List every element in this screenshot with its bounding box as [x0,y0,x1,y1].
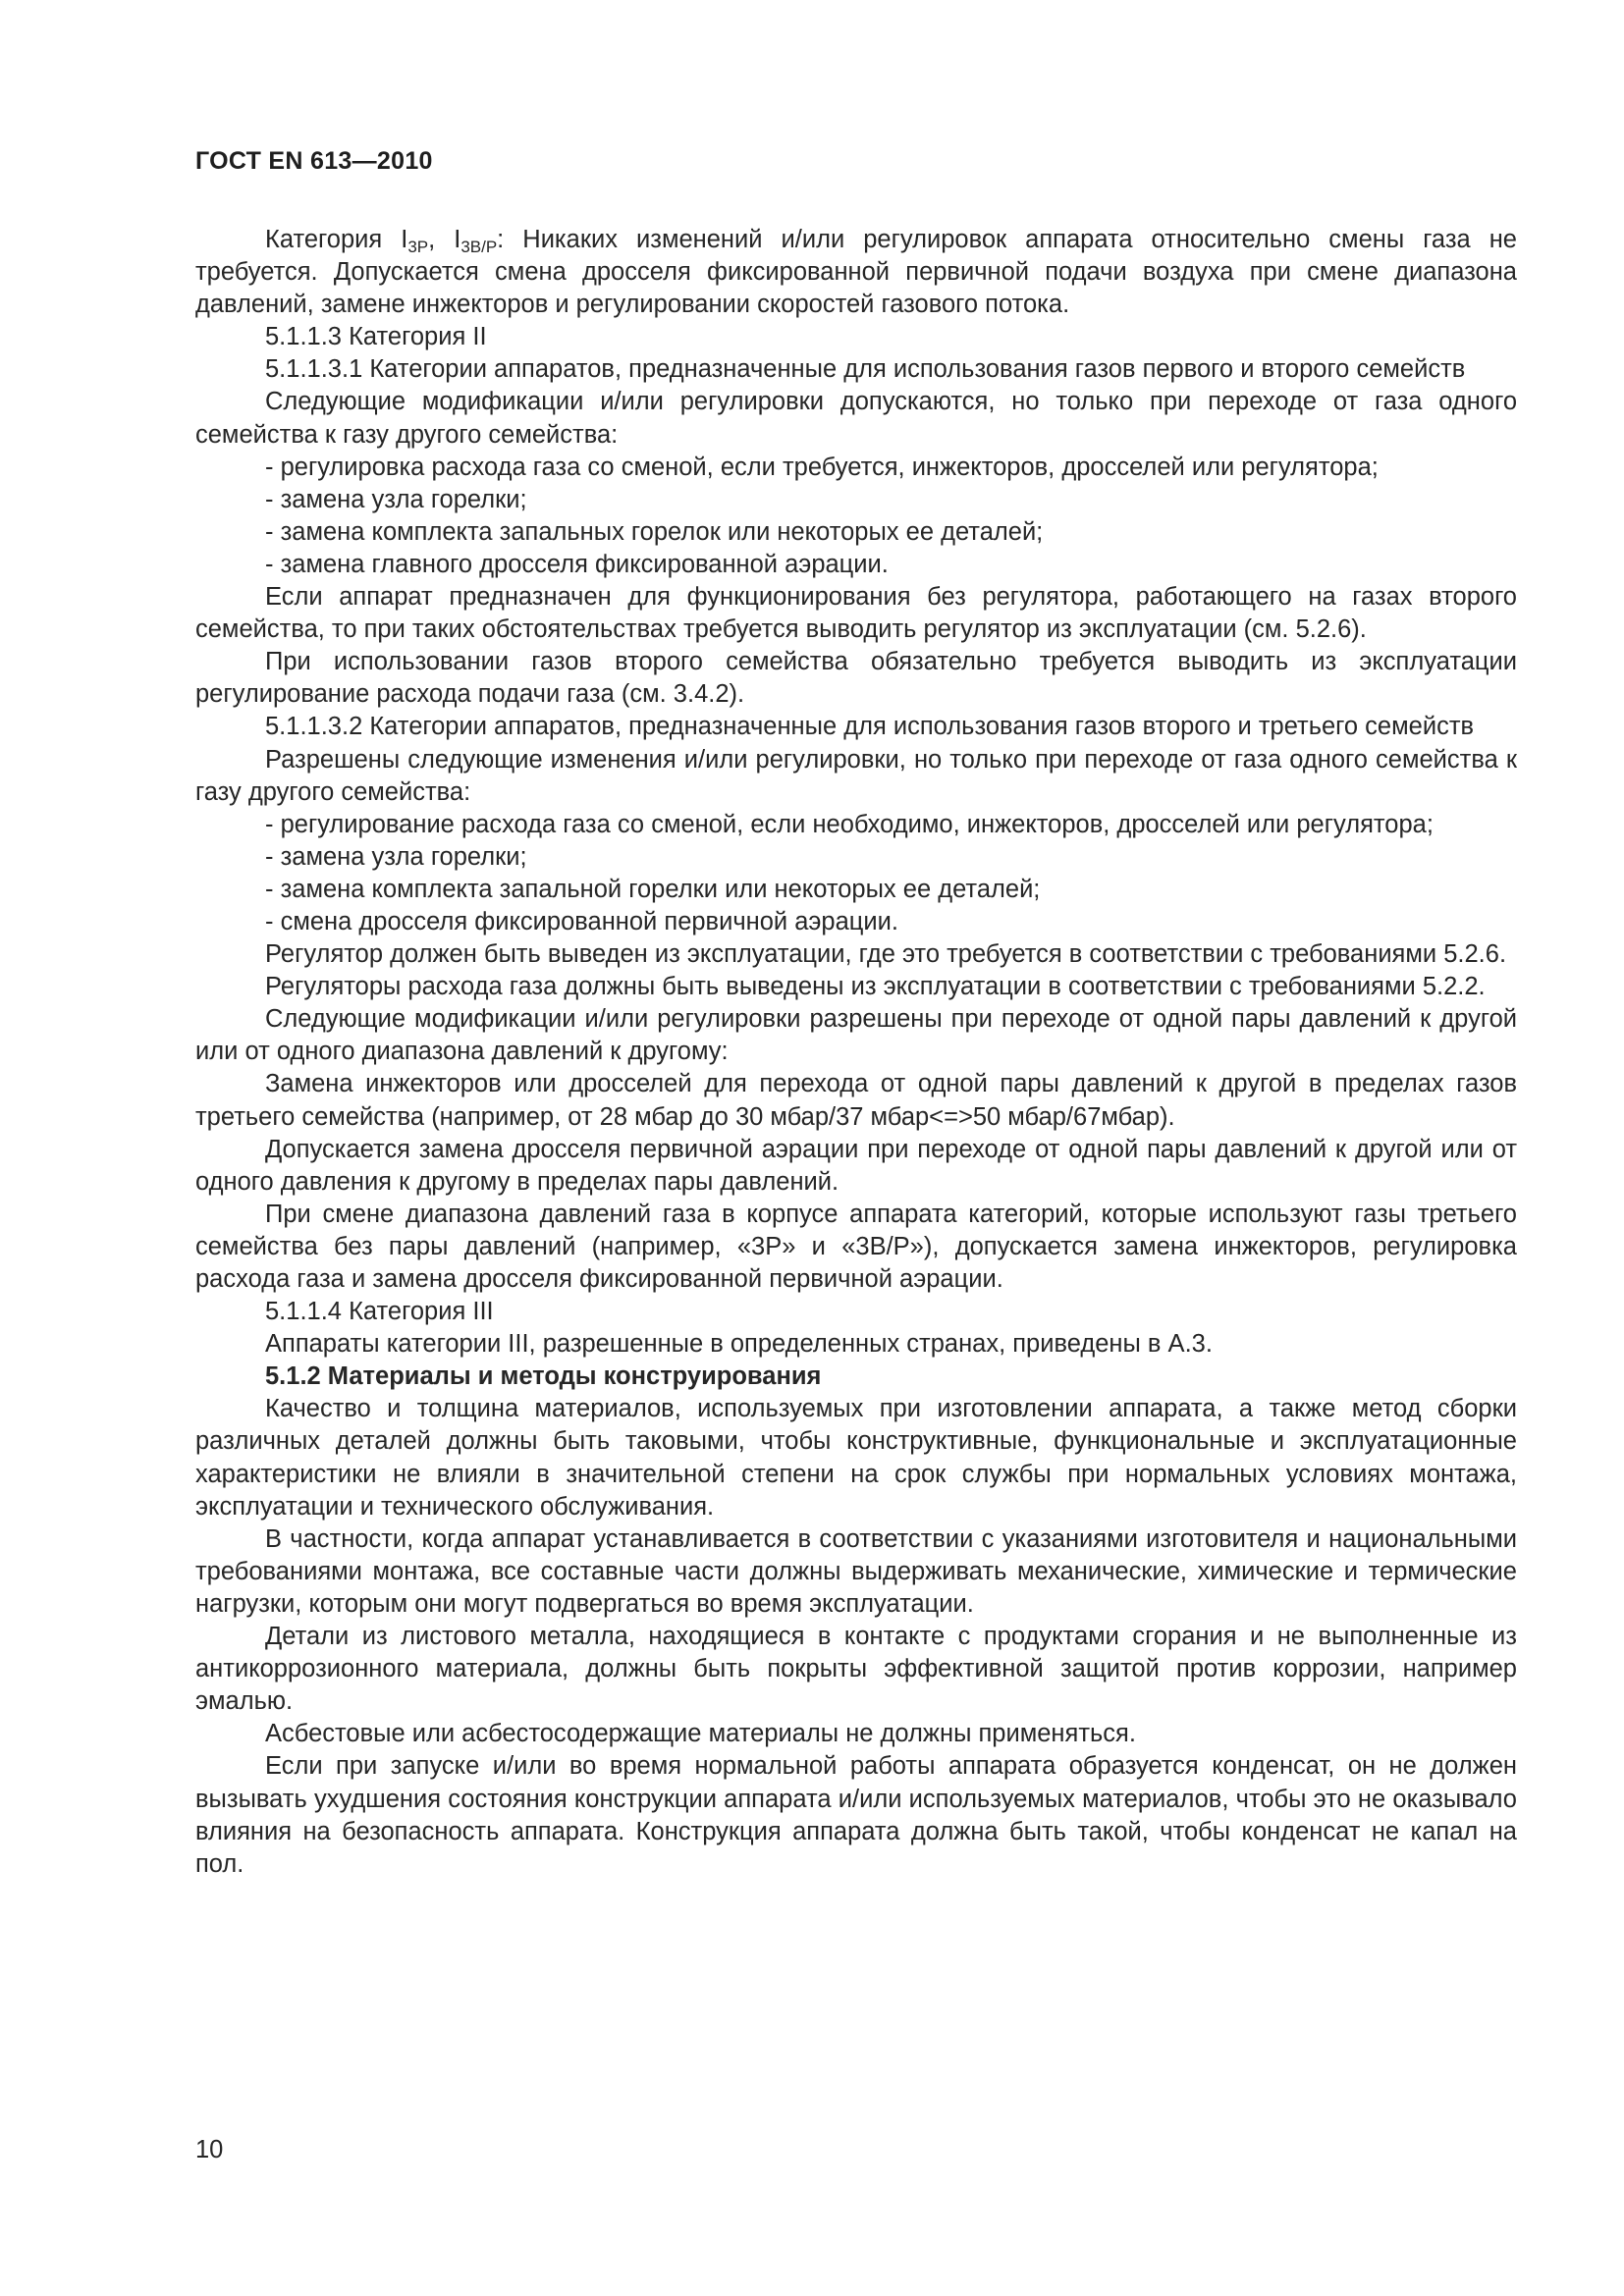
paragraph: Следующие модификации и/или регулировки допускаются, но только при переходе от газа одного семейства к газу другого семейства: [195,388,1517,449]
paragraph: Замена инжекторов или дросселей для перехода от одной пары давлений к другой в пределах газов третьего семейства (например, от 28 мбар до 30 мбар/37 мбар<=>50 мбар/67мбар). [195,1070,1517,1131]
section-heading: 5.1.1.3 Категория II [265,323,487,351]
text-run: : Никаких изменений и/или регулировок аппарата относительно смены газа не требуется. Допускается смена дросселя фиксированной первичной подачи воздуха при смене диапазона давлений, замене инжекторов и регулировании скоростей газового потока. [195,226,1517,319]
paragraph: Аппараты категории III, разрешенные в определенных странах, приведены в А.3. [265,1330,1213,1359]
subscript: 3B/P [460,238,498,256]
paragraph-category-3p [195,224,1517,321]
section-heading: 5.1.1.4 Категория III [265,1298,494,1326]
paragraph: Разрешены следующие изменения и/или регулировки, но только при переходе от газа одного семейства к газу другого семейства: [195,745,1517,806]
paragraph: Если при запуске и/или во время нормальной работы аппарата образуется конденсат, он не должен вызывать ухудшения состояния конструкции аппарата и/или используемых материалов, чтобы это не оказывало влияния на безопасность аппарата. Конструкция аппарата должна быть такой, чтобы конденсат не капал на пол. [195,1752,1517,1878]
paragraph: 5.1.1.3.2 Категории аппаратов, предназначенные для использования газов второго и третьего семейств [265,713,1475,741]
paragraph: Если аппарат предназначен для функционирования без регулятора, работающего на газах второго семейства, то при таких обстоятельствах требуется выводить регулятор из эксплуатации (см. 5.2.6). [195,583,1517,644]
paragraph: В частности, когда аппарат устанавливается в соответствии с указаниями изготовителя и национальными требованиями монтажа, все составные части должны выдерживать механические, химические и термические нагрузки, которым они могут подвергаться во время эксплуатации. [195,1524,1517,1618]
list-item: - замена узла горелки; [265,485,527,513]
paragraph: Детали из листового металла, находящиеся в контакте с продуктами сгорания и не выполненные из антикоррозионного материала, должны быть покрыты эффективной защитой против коррозии, например эмалью. [195,1623,1517,1716]
paragraph: 5.1.1.3.1 Категории аппаратов, предназначенные для использования газов первого и второго семейств [265,355,1466,384]
list-item: - замена главного дросселя фиксированной аэрации. [265,550,889,578]
list-item: - замена узла горелки; [265,842,527,871]
standard-header: ГОСТ EN 613—2010 [195,147,433,175]
body-text [195,224,1517,1881]
subscript: 3P [407,238,429,256]
paragraph: Асбестовые или асбестосодержащие материалы не должны применяться. [265,1720,1136,1748]
text-run: , I [428,226,461,253]
section-heading-bold: 5.1.2 Материалы и методы конструирования [265,1362,822,1391]
paragraph: Регуляторы расхода газа должны быть выведены из эксплуатации в соответствии с требованиями 5.2.2. [265,973,1486,1001]
paragraph: Следующие модификации и/или регулировки разрешены при переходе от одной пары давлений к другой или от одного диапазона давлений к другому: [195,1005,1517,1066]
paragraph: Качество и толщина материалов, используемых при изготовлении аппарата, а также метод сборки различных деталей должны быть таковыми, чтобы конструктивные, функциональные и эксплуатационные характеристики не влияли в значительной степени на срок службы при нормальных условиях монтажа, эксплуатации и технического обслуживания. [195,1395,1517,1521]
paragraph: При смене диапазона давлений газа в корпусе аппарата категорий, которые используют газы третьего семейства без пары давлений (например, «3P» и «3B/P»), допускается замена инжекторов, регулировка расхода газа и замена дросселя фиксированной первичной аэрации. [195,1200,1517,1293]
text-run: Категория I [265,226,408,253]
list-item: - смена дросселя фиксированной первичной аэрации. [265,907,898,935]
paragraph: Допускается замена дросселя первичной аэрации при переходе от одной пары давлений к другой или от одного давления к другому в пределах пары давлений. [195,1135,1517,1196]
page-number: 10 [195,2136,224,2163]
list-item: - регулирование расхода газа со сменой, если необходимо, инжекторов, дросселей или регулятора; [265,810,1434,838]
list-item: - замена комплекта запальных горелок или некоторых ее деталей; [265,517,1044,546]
list-item: - регулировка расхода газа со сменой, если требуется, инжекторов, дросселей или регулятора; [265,453,1379,481]
paragraph: При использовании газов второго семейства обязательно требуется выводить из эксплуатации регулирование расхода подачи газа (см. 3.4.2). [195,648,1517,709]
list-item: - замена комплекта запальной горелки или некоторых ее деталей; [265,875,1041,903]
paragraph: Регулятор должен быть выведен из эксплуатации, где это требуется в соответствии с требованиями 5.2.6. [265,940,1507,969]
